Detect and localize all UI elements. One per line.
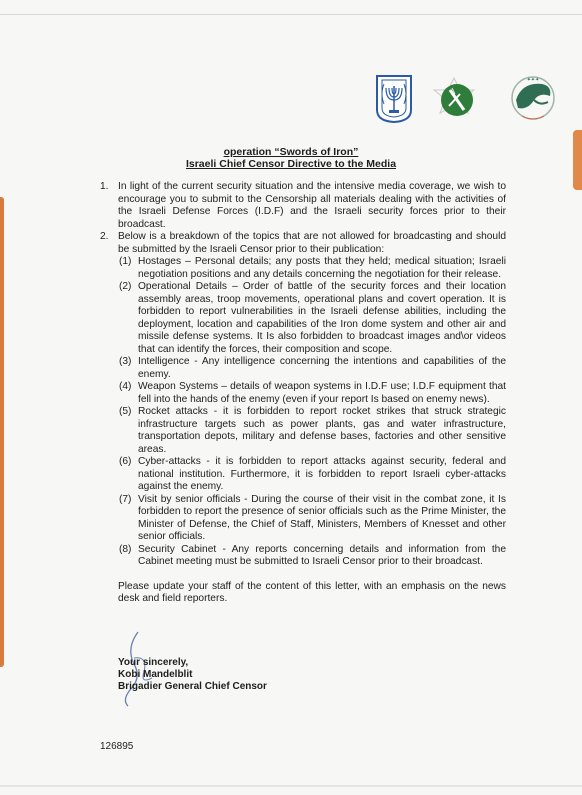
svg-text:✦✦✦: ✦✦✦ [526,77,540,83]
sub-item-text: Operational Details – Order of battle of the security forces and their location assembly areas, troop movements, operational plans and covert operation. It is forbidden to report vulnerabilities in the Israeli defense abilities, including the deployment, location and capabilities of the Iron dome system and other air and missile defense systems. It Is also forbidden to broadcast images and\or videos that can identify the forces, their composition and scope. [138,281,506,355]
sub-item-text: Rocket attacks - it is forbidden to report rocket strikes that struck strategic infrastructure targets such as power plants, gas and water infrastructure, transportation depots, military and defense bases, factories and other sensitive areas. [138,406,506,455]
sub-item-text: Cyber-attacks - it is forbidden to report attacks against security, federal and national institution. Furthermore, it is forbidden to report Israeli cyber-attacks against the enemy. [138,456,506,492]
left-edge-marker [0,197,4,667]
signature-salutation: Your sincerely, [118,657,189,668]
signature-title: Brigadier General Chief Censor [118,681,267,692]
sub-list [100,256,506,569]
page-top-rule [0,14,582,15]
item-text: Below is a breakdown of the topics that are not allowed for broadcasting and should be submitted by the Israeli Censor prior to their publication: [118,231,506,255]
sub-list-item [118,256,506,281]
letter-body [100,181,506,616]
signature-block [118,657,267,693]
sub-list-item [118,494,506,544]
sub-item-number: (8) [119,543,132,555]
title-directive: Israeli Chief Censor Directive to the Media [185,158,397,170]
item-number: 1. [100,181,109,192]
document-title [0,146,582,170]
sub-list-item [118,281,506,356]
document-number: 126895 [100,741,134,752]
sub-item-number: (3) [119,356,132,367]
sub-item-number: (7) [119,493,132,505]
state-emblem-icon [374,74,414,129]
closing-paragraph: Please update your staff of the content of this letter, with an emphasis on the news desk and field reporters. [118,580,506,604]
sub-item-text: Security Cabinet - Any reports concerning details and information from the Cabinet meeting must be submitted to Israeli Censor prior to their broadcast. [138,543,506,567]
item-number: 2. [100,231,109,242]
title-operation: operation “Swords of Iron” [223,146,359,158]
sub-item-number: (4) [119,381,132,392]
sub-item-number: (6) [119,456,132,467]
sub-item-text: Intelligence - Any intelligence concerning the intentions and capabilities of the enemy. [138,356,506,380]
idf-emblem-icon [430,76,478,129]
sub-item-text: Weapon Systems – details of weapon systems in I.D.F use; I.D.F equipment that fell into the hands of the enemy (even if your report Is based on enemy news). [138,381,506,405]
list-item [100,231,506,256]
sub-item-number: (1) [119,256,132,267]
sub-item-text: Hostages – Personal details; any posts that they held; medical situation; Israeli negotiation positions and any details concerning the negotiation for their release. [138,256,506,280]
signature-name: Kobi Mandelblit [118,669,193,680]
sub-item-number: (2) [119,281,132,292]
page-bottom-rule [0,785,582,787]
letterhead-logos [370,70,560,130]
military-censor-emblem-icon [510,72,556,129]
sub-list-item [118,544,506,569]
list-item [100,181,506,231]
item-text: In light of the current security situation and the intensive media coverage, we wish to encourage you to submit to the Censorship all materials dealing with the activities of the Israeli Defense Forces (I.D.F) and the Israeli security forces prior to their broadcast. [118,181,506,230]
sub-list-item [118,356,506,381]
sub-list-item [118,456,506,494]
sub-item-text: Visit by senior officials - During the course of their visit in the combat zone, it Is forbidden to report the presence of senior officials such as the Prime Minister, the Minister of Defense, the Chief of Staff, Ministers, Members of Knesset and other senior officials. [138,493,506,542]
sub-list-item [118,381,506,406]
sub-list-item [118,406,506,456]
sub-item-number: (5) [119,406,132,417]
